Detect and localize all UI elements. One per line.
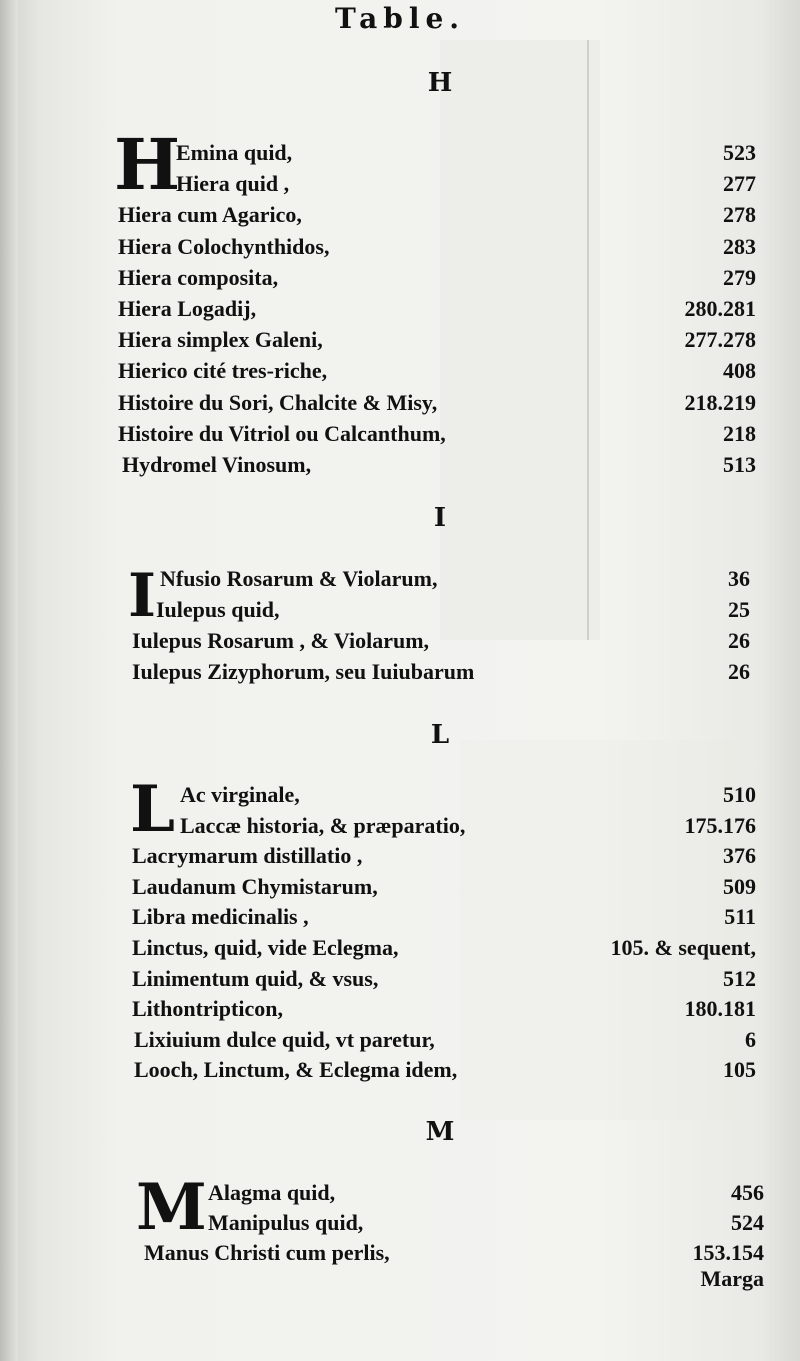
index-entry-page: 105. & sequent, — [610, 935, 756, 960]
index-entry-text: Manus Christi cum perlis, — [144, 1240, 390, 1265]
index-entry-text: Laudanum Chymistarum, — [132, 873, 378, 899]
index-entry-page: 510 — [723, 782, 756, 807]
section-letter-h: H — [427, 68, 453, 98]
index-entry-page: 513 — [723, 452, 756, 477]
index-entry-text: Looch, Linctum, & Eclegma idem, — [134, 1057, 458, 1083]
dropcap-m: M — [136, 1170, 207, 1245]
index-entry-page: 509 — [723, 873, 756, 899]
index-entry-page: 278 — [723, 202, 756, 228]
index-entry-text: Hiera composita, — [118, 264, 279, 290]
index-entry-text: Hiera Logadij, — [118, 296, 257, 321]
index-entry-text: Lixiuium dulce quid, vt paretur, — [134, 1026, 435, 1052]
index-entry-page: 376 — [723, 843, 756, 869]
index-entry-text: Linimentum quid, & vsus, — [132, 965, 379, 991]
index-entry-page: 456 — [731, 1180, 764, 1205]
index-entry-page: 6 — [745, 1026, 756, 1052]
section-letter-l: L — [430, 720, 450, 750]
index-entry-text: Iulepus Rosarum , & Violarum, — [132, 628, 430, 653]
index-entry-text: Emina quid, — [176, 140, 293, 165]
index-entry-text: Ac virginale, — [180, 782, 300, 807]
index-entry-page: 512 — [723, 965, 756, 991]
index-entry-page: 408 — [723, 358, 756, 384]
index-entry-page: 105 — [723, 1057, 756, 1083]
section-letter-m: M — [425, 1117, 455, 1147]
index-entry-page: 180.181 — [684, 996, 756, 1022]
index-entry-text: Laccæ historia, & præparatio, — [180, 812, 466, 838]
index-entry-text: Histoire du Sori, Chalcite & Misy, — [118, 389, 438, 415]
index-entry-page: 277 — [723, 171, 756, 197]
index-entry-page: 277.278 — [684, 327, 756, 353]
index-entry-text: Manipulus quid, — [208, 1210, 364, 1235]
index-entry-text: Hiera Colochynthidos, — [118, 233, 330, 259]
index-entry-text: Libra medicinalis , — [132, 904, 309, 930]
index-entry-page: 280.281 — [684, 296, 756, 321]
index-entry-page: 523 — [723, 140, 756, 165]
index-entry-page: 36 — [728, 566, 750, 591]
dropcap-h: H — [114, 123, 181, 206]
index-entry-page: 218.219 — [684, 389, 756, 415]
index-entry-text: Iulepus Zizyphorum, seu Iuiubarum — [132, 659, 475, 684]
index-entry-page: 511 — [724, 904, 756, 930]
index-entry-page: 175.176 — [684, 812, 756, 838]
index-entry-text: Lacrymarum distillatio , — [132, 843, 363, 869]
running-head: Table. — [334, 2, 466, 35]
index-entry-text: Linctus, quid, vide Eclegma, — [132, 935, 399, 960]
index-entry-text: Hiera quid , — [176, 171, 290, 197]
index-entry-text: Alagma quid, — [208, 1180, 336, 1205]
index-entry-page: 153.154 — [692, 1240, 764, 1265]
index-entry-page: 283 — [723, 233, 756, 259]
index-entry-text: Nfusio Rosarum & Violarum, — [160, 566, 438, 591]
index-entry-page: 25 — [728, 597, 750, 622]
dropcap-l: L — [130, 772, 175, 847]
index-entry-text: Hiera simplex Galeni, — [118, 327, 323, 353]
index-entry-text: Lithontripticon, — [132, 996, 283, 1022]
index-entry-text: Hiera cum Agarico, — [118, 202, 302, 228]
index-entry-text: Hierico cité tres-riche, — [118, 358, 328, 384]
index-entry-page: 218 — [723, 420, 756, 446]
index-entry-text: Hydromel Vinosum, — [122, 452, 312, 477]
catchword: Marga — [700, 1266, 764, 1291]
index-entry-page: 524 — [731, 1210, 764, 1235]
section-letter-i: I — [433, 503, 447, 533]
index-entry-text: Iulepus quid, — [156, 597, 280, 622]
index-entry-page: 26 — [728, 628, 750, 653]
index-entry-page: 279 — [723, 264, 756, 290]
dropcap-i: I — [128, 561, 157, 631]
index-entry-text: Histoire du Vitriol ou Calcanthum, — [118, 420, 446, 446]
index-entry-page: 26 — [728, 659, 750, 684]
